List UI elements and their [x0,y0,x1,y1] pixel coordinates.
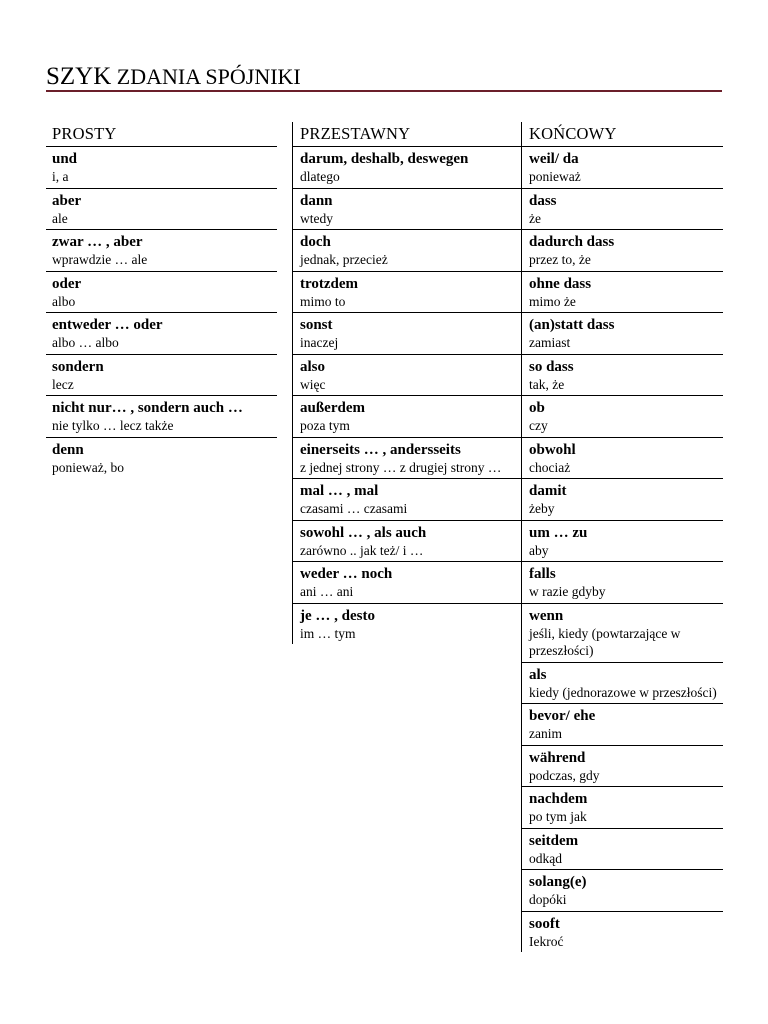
conjunction-entry [293,272,523,314]
polish-translation: że [529,210,541,226]
conjunction-entry [522,562,723,604]
german-conjunction: nachdem [529,791,588,807]
conjunction-entry [293,313,523,355]
german-conjunction: zwar … , aber [52,234,143,250]
german-conjunction: mal … , mal [300,483,379,499]
conjunction-entry [293,438,523,480]
conjunction-entry [293,479,523,521]
polish-translation: i, a [52,169,69,184]
conjunction-entry [46,438,277,479]
title-first-word: SZYK [46,63,112,90]
polish-translation: z jednej strony … z drugiej strony … [300,459,502,475]
conjunction-entry [522,230,723,272]
conjunction-entry [522,829,723,871]
conjunction-entry [293,355,523,397]
conjunction-entry [522,189,723,231]
german-conjunction: sondern [52,358,104,375]
german-conjunction: sonst [300,317,333,333]
conjunction-entry [522,704,723,746]
polish-translation: ani … ani [300,584,354,599]
conjunction-entry [522,787,723,829]
polish-translation: chociaż [529,459,571,475]
german-conjunction: darum, deshalb, deswegen [300,151,469,167]
title-rest: ZDANIA SPÓJNIKI [111,64,301,89]
polish-translation: po tym jak [529,809,587,824]
polish-translation: zanim [529,726,562,741]
conjunction-entry [293,147,523,189]
polish-translation: jeśli, kiedy (powtarzające w przeszłości) [529,625,681,658]
german-conjunction: entweder … oder [52,317,163,333]
column-header-prosty: PROSTY [46,122,277,147]
german-conjunction: nicht nur… , sondern auch … [52,400,243,416]
conjunction-entry [522,438,723,480]
german-conjunction: (an)statt dass [529,317,615,333]
conjunction-entry [522,521,723,563]
conjunction-entry [46,230,277,272]
conjunction-entry [522,272,723,314]
german-conjunction: je … , desto [300,607,375,624]
german-conjunction: seitdem [529,832,579,849]
german-conjunction: dann [300,192,333,209]
title-underline [46,90,722,92]
conjunction-entry [522,396,723,438]
polish-translation: lecz [52,376,74,392]
conjunction-entry [46,396,277,438]
german-conjunction: oder [52,275,82,292]
german-conjunction: solang(e) [529,874,587,890]
column-header-przestawny: PRZESTAWNY [293,122,523,147]
polish-translation: nie tylko … lecz także [52,418,174,433]
column-przestawny [292,122,523,644]
polish-translation: wtedy [300,210,333,226]
conjunction-entry [522,663,723,705]
conjunction-entry [522,313,723,355]
conjunction-entry [46,189,277,231]
polish-translation: odkąd [529,850,562,866]
polish-translation: dopóki [529,892,567,907]
polish-translation: czasami … czasami [300,501,408,516]
conjunction-entry [293,230,523,272]
german-conjunction: bevor/ ehe [529,708,596,724]
polish-translation: więc [300,376,326,392]
polish-translation: ponieważ, bo [52,459,124,475]
page-title [46,62,301,92]
polish-translation: żeby [529,501,555,516]
conjunction-entry [46,272,277,314]
polish-translation: zamiast [529,335,571,350]
conjunction-entry [293,396,523,438]
column-koncowy [521,122,723,952]
polish-translation: wprawdzie … ale [52,252,148,267]
german-conjunction: ohne dass [529,275,592,292]
conjunction-entry [293,189,523,231]
german-conjunction: weil/ da [529,151,579,167]
german-conjunction: um … zu [529,524,588,541]
conjunction-entry [522,147,723,189]
conjunction-entry [522,912,723,953]
german-conjunction: außerdem [300,400,365,416]
german-conjunction: damit [529,483,567,499]
column-header-koncowy: KOŃCOWY [522,122,723,147]
polish-translation: aby [529,542,549,558]
polish-translation: czy [529,418,548,433]
conjunction-entry [293,604,523,645]
german-conjunction: während [529,749,586,766]
conjunction-entry [522,870,723,912]
conjunction-entry [522,479,723,521]
german-conjunction: sowohl … , als auch [300,524,427,541]
polish-translation: poza tym [300,418,350,433]
german-conjunction: dass [529,192,557,209]
german-conjunction: ob [529,400,545,416]
polish-translation: albo [52,293,76,309]
german-conjunction: wenn [529,607,564,624]
german-conjunction: weder … noch [300,566,393,582]
german-conjunction: als [529,666,547,683]
polish-translation: albo … albo [52,335,119,350]
polish-translation: im … tym [300,625,356,641]
german-conjunction: aber [52,192,82,209]
conjunction-entry [46,313,277,355]
conjunction-entry [46,355,277,397]
polish-translation: w razie gdyby [529,584,606,599]
german-conjunction: dadurch dass [529,234,615,250]
polish-translation: zarówno .. jak też/ i … [300,542,424,558]
polish-translation: podczas, gdy [529,767,600,783]
conjunction-entry [522,355,723,397]
polish-translation: inaczej [300,335,339,350]
polish-translation: jednak, przecież [300,252,388,267]
polish-translation: ale [52,210,68,226]
polish-translation: ponieważ [529,169,581,184]
polish-translation: mimo że [529,293,576,309]
column-prosty [46,122,277,478]
conjunction-entry [46,147,277,189]
polish-translation: kiedy (jednorazowe w przeszłości) [529,684,717,700]
german-conjunction: einerseits … , andersseits [300,441,461,458]
polish-translation: mimo to [300,293,346,309]
german-conjunction: sooft [529,915,560,932]
conjunction-entry [522,746,723,788]
german-conjunction: also [300,358,326,375]
german-conjunction: doch [300,234,331,250]
polish-translation: Iekroć [529,933,564,949]
conjunction-entry [522,604,723,663]
german-conjunction: so dass [529,358,574,375]
german-conjunction: trotzdem [300,275,359,292]
polish-translation: przez to, że [529,252,591,267]
polish-translation: tak, że [529,376,565,392]
polish-translation: dlatego [300,169,340,184]
german-conjunction: obwohl [529,441,576,458]
german-conjunction: und [52,151,78,167]
german-conjunction: denn [52,441,84,458]
conjunction-entry [293,521,523,563]
conjunction-entry [293,562,523,604]
german-conjunction: falls [529,566,556,582]
